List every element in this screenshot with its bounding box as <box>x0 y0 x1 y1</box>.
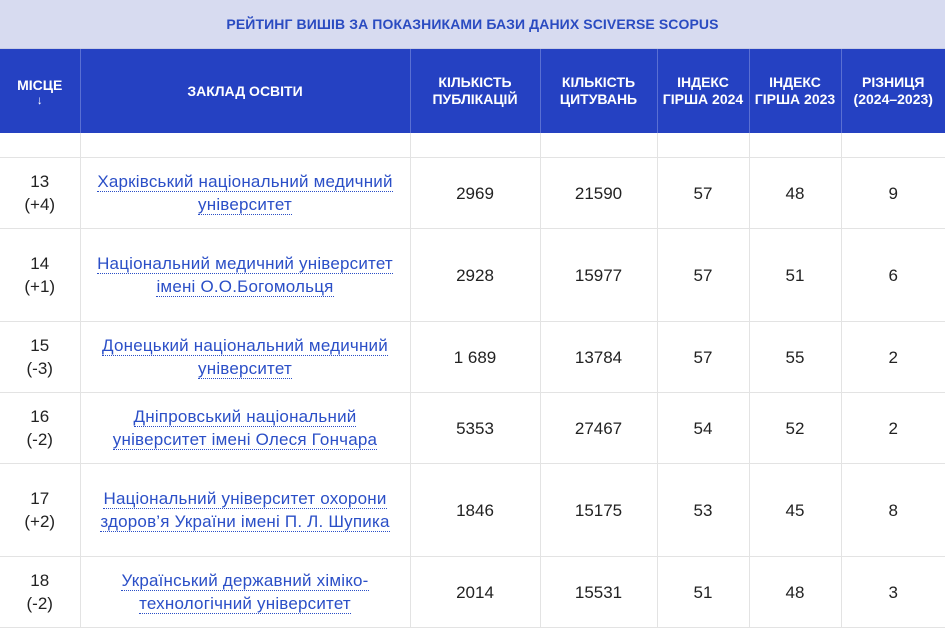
ranking-table <box>0 49 945 628</box>
place-cell <box>0 158 80 229</box>
place-number: 14 <box>30 254 50 273</box>
header-citations[interactable] <box>540 49 657 133</box>
place-change: (+2) <box>24 512 56 531</box>
hindex-2023-cell: 55 <box>749 322 841 393</box>
institution-cell <box>80 557 410 628</box>
hindex-2024-cell: 53 <box>657 464 749 557</box>
institution-link[interactable]: Харківський національний медичний університет <box>97 172 393 214</box>
hindex-2023-cell: 52 <box>749 393 841 464</box>
institution-cell <box>80 393 410 464</box>
place-number: 13 <box>30 172 50 191</box>
header-difference-label: РІЗНИЦЯ (2024–2023) <box>853 74 933 107</box>
place-change: (+1) <box>24 277 56 296</box>
header-difference[interactable] <box>841 49 945 133</box>
place-cell <box>0 557 80 628</box>
publications-cell: 2014 <box>410 557 540 628</box>
table-body <box>0 133 945 628</box>
hindex-2023-cell: 48 <box>749 557 841 628</box>
table-row <box>0 464 945 557</box>
place-cell <box>0 229 80 322</box>
citations-cell: 15531 <box>540 557 657 628</box>
institution-cell <box>80 322 410 393</box>
difference-cell: 6 <box>841 229 945 322</box>
publications-cell: 5353 <box>410 393 540 464</box>
publications-cell: 2969 <box>410 158 540 229</box>
table-row <box>0 158 945 229</box>
hindex-2023-cell: 48 <box>749 158 841 229</box>
institution-link[interactable]: Донецький національний медичний університет <box>102 336 388 378</box>
table-row <box>0 229 945 322</box>
difference-cell: 9 <box>841 158 945 229</box>
header-hindex-2023[interactable] <box>749 49 841 133</box>
header-hindex-2024-label: ІНДЕКС ГІРША 2024 <box>662 74 744 107</box>
place-change: (-3) <box>26 359 53 378</box>
place-number: 17 <box>30 489 50 508</box>
header-hindex-2023-label: ІНДЕКС ГІРША 2023 <box>754 74 836 107</box>
header-hindex-2024[interactable] <box>657 49 749 133</box>
citations-cell: 15977 <box>540 229 657 322</box>
institution-link[interactable]: Національний університет охорони здоров’я України імені П. Л. Шупика <box>100 489 390 531</box>
table-title: РЕЙТИНГ ВИШІВ ЗА ПОКАЗНИКАМИ БАЗИ ДАНИХ SCIVERSE SCOPUS <box>226 16 719 32</box>
header-place-label: МІСЦЕ <box>17 76 63 93</box>
place-number: 18 <box>30 571 50 590</box>
difference-cell: 2 <box>841 322 945 393</box>
hindex-2024-cell: 57 <box>657 158 749 229</box>
place-cell <box>0 464 80 557</box>
place-change: (+4) <box>24 195 56 214</box>
place-number: 16 <box>30 407 50 426</box>
difference-cell: 8 <box>841 464 945 557</box>
place-cell <box>0 393 80 464</box>
institution-link[interactable]: Національний медичний університет імені О.О.Богомольця <box>97 254 393 296</box>
header-citations-label: КІЛЬКІСТЬ ЦИТУВАНЬ <box>559 74 638 107</box>
citations-cell: 13784 <box>540 322 657 393</box>
header-publications[interactable] <box>410 49 540 133</box>
table-row <box>0 393 945 464</box>
table-title-bar <box>0 0 945 49</box>
hindex-2024-cell: 57 <box>657 322 749 393</box>
hindex-2024-cell: 54 <box>657 393 749 464</box>
difference-cell: 2 <box>841 393 945 464</box>
table-header <box>0 49 945 133</box>
institution-cell <box>80 229 410 322</box>
citations-cell: 27467 <box>540 393 657 464</box>
table-row <box>0 557 945 628</box>
place-cell <box>0 322 80 393</box>
institution-link[interactable]: Дніпровський національний університет імені Олеся Гончара <box>112 407 378 449</box>
header-institution-label: ЗАКЛАД ОСВІТИ <box>187 82 303 99</box>
publications-cell: 1 689 <box>410 322 540 393</box>
hindex-2024-cell: 57 <box>657 229 749 322</box>
header-place[interactable] <box>0 49 80 133</box>
place-change: (-2) <box>26 594 53 613</box>
institution-cell <box>80 464 410 557</box>
institution-cell <box>80 158 410 229</box>
citations-cell: 21590 <box>540 158 657 229</box>
difference-cell: 3 <box>841 557 945 628</box>
hindex-2024-cell: 51 <box>657 557 749 628</box>
header-publications-label: КІЛЬКІСТЬ ПУБЛІКАЦІЙ <box>432 74 518 107</box>
publications-cell: 2928 <box>410 229 540 322</box>
hindex-2023-cell: 51 <box>749 229 841 322</box>
table-spacer-row <box>0 133 945 158</box>
citations-cell: 15175 <box>540 464 657 557</box>
place-number: 15 <box>30 336 50 355</box>
table-row <box>0 322 945 393</box>
header-institution[interactable] <box>80 49 410 133</box>
sort-arrow-icon: ↓ <box>36 92 43 107</box>
publications-cell: 1846 <box>410 464 540 557</box>
place-change: (-2) <box>26 430 53 449</box>
hindex-2023-cell: 45 <box>749 464 841 557</box>
institution-link[interactable]: Український державний хіміко-технологічний університет <box>121 571 369 613</box>
